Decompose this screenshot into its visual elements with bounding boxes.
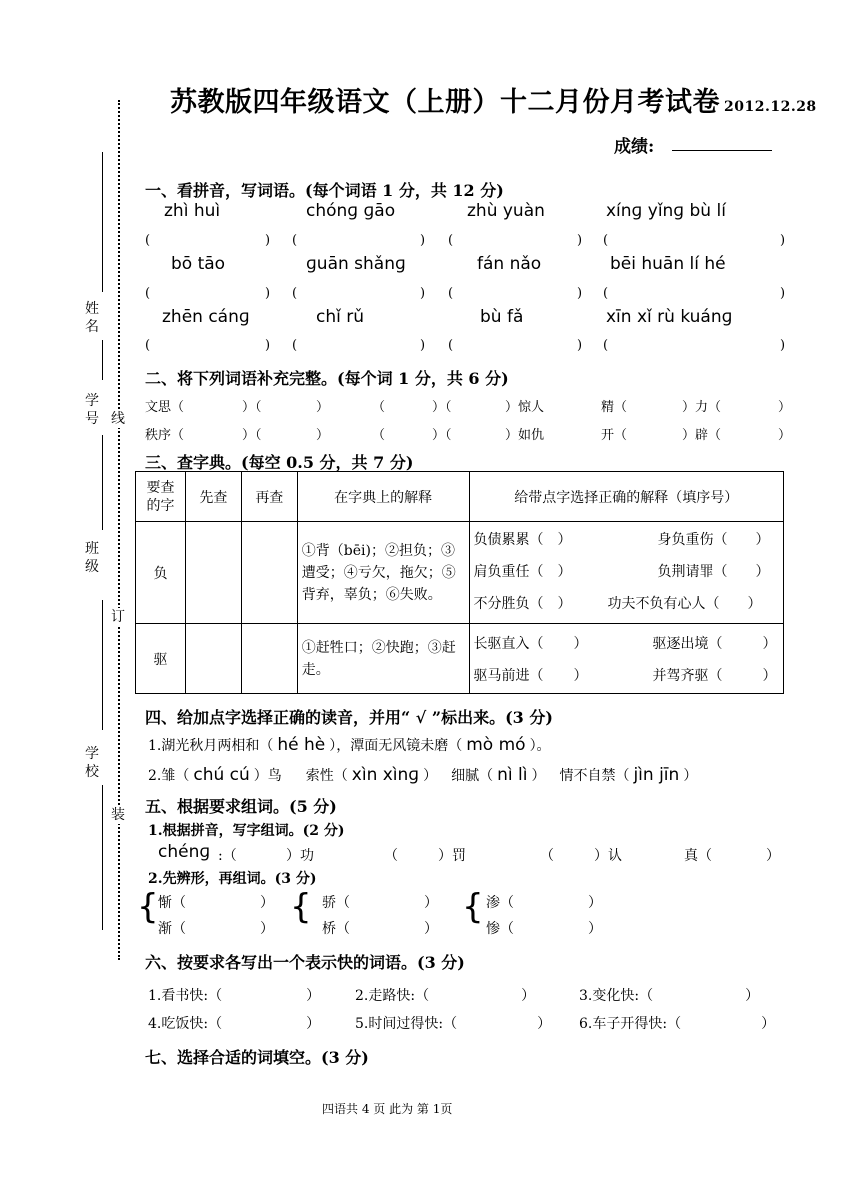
s4-choice-jin[interactable]: jìn jīn [633,765,680,785]
fu-item-4[interactable]: 负荆请罪（ ） [657,563,770,580]
s2-heading: 二、将下列词语补充完整。(每个词 1 分，共 6 分) [145,369,509,388]
pinyin-3-3: bù fǎ [480,307,524,327]
s2-r2-d: （ [372,428,386,443]
th-first: 先查 [185,472,241,522]
number-label: 学号 [85,393,99,427]
s2-r1-h: ）力（ [682,400,722,415]
blank-1-3-open[interactable]: ( [448,233,454,248]
s5-w4a[interactable]: 真（ [684,848,712,864]
pair-2-a[interactable]: 骄（ ） [322,895,438,911]
s5-w3b: ）认 [594,848,622,864]
s1-heading: 一、看拼音，写词语。(每个词语 1 分，共 12 分) [145,181,504,200]
blank-3-1-open[interactable]: ( [145,338,151,353]
s2-r1-i: ） [778,400,792,415]
s2-r2-i: ） [778,428,792,443]
fu-item-5[interactable]: 不分胜负（ ） [473,595,572,612]
s4-choice-ni[interactable]: nì lì [497,765,528,785]
fu-item-6[interactable]: 功夫不负有心人（ ） [607,595,762,612]
blank-2-1-close: ) [265,286,271,301]
pinyin-2-1: bō tāo [171,254,226,274]
th-then: 再查 [241,472,297,522]
s5-sub-1: 1.根据拼音，写字组词。(2 分) [148,823,345,839]
brace-2: { [290,887,312,927]
brace-3: { [462,887,484,927]
s4-heading: 四、给加点字选择正确的读音，并用“ √ ”标出来。(3 分) [145,708,553,727]
qu-item-3[interactable]: 驱马前进（ ） [473,667,588,684]
blank-3-4-close: ) [780,338,786,353]
qu-item-2[interactable]: 驱逐出境（ ） [652,635,777,652]
ding-marker: 订 [111,609,125,625]
score-blank[interactable] [672,150,772,151]
s2-r1-c: ） [316,400,330,415]
char-fu: 负 [136,522,186,624]
blank-2-4-open[interactable]: ( [603,286,609,301]
class-label: 班级 [85,541,99,575]
line-marker: 线 [111,411,125,427]
blank-2-2-open[interactable]: ( [292,286,298,301]
pinyin-1-2: chónɡ ɡāo [306,201,396,221]
qu-first-blank[interactable] [185,624,241,694]
s5-w4b: ） [766,848,780,864]
fu-item-3[interactable]: 肩负重任（ ） [473,563,572,580]
s2-r1-f: ）惊人 [505,400,545,415]
pinyin-3-1: zhēn cánɡ [162,307,250,327]
s4-choice-mo[interactable]: mò mó [466,735,526,755]
exam-title [170,80,817,119]
s5-w1a[interactable]: :（ [218,848,237,864]
th-definition: 在字典上的解释 [297,472,469,522]
blank-1-2-open[interactable]: ( [292,233,298,248]
pair-3-b[interactable]: 惨（ ） [486,921,602,937]
th-choose: 给带点字选择正确的解释（填序号） [469,472,783,522]
fu-item-1[interactable]: 负债累累（ ） [473,531,572,548]
name-label: 姓名 [85,301,99,335]
school-line-bottom [102,785,103,930]
name-line [102,152,103,292]
number-line-top [102,340,103,380]
s4-line-1: 1.湖光秋月两相和（ hé hè ），潭面无风镜未磨（ mò mó ）。 [148,735,551,755]
pinyin-2-3: fán nǎo [477,254,542,274]
s4-line-2: 2.雏（ chú cú ）鸟 索性（ xìn xìnɡ ） 细腻（ nì lì ） 情不自禁（ jìn jīn ） [148,765,698,785]
s4-choice-xing[interactable]: xìn xìnɡ [351,765,420,785]
s6-item-3[interactable]: 3.变化快:（ ） [579,988,760,1004]
pair-1-a[interactable]: 惭（ ） [158,895,274,911]
pinyin-3-4: xīn xǐ rù kuánɡ [606,307,733,327]
s6-item-2[interactable]: 2.走路快:（ ） [355,988,536,1004]
s6-item-6[interactable]: 6.车子开得快:（ ） [579,1016,776,1032]
blank-3-3-open[interactable]: ( [448,338,454,353]
dictionary-table [135,471,784,694]
blank-1-3-close: ) [577,233,583,248]
s5-w2b: ）罚 [438,848,466,864]
blank-2-3-open[interactable]: ( [448,286,454,301]
s2-r1-a: 文思（ [145,400,185,415]
s6-item-1[interactable]: 1.看书快:（ ） [148,988,321,1004]
s6-heading: 六、按要求各写出一个表示快的词语。(3 分) [145,953,465,972]
blank-3-4-open[interactable]: ( [603,338,609,353]
blank-3-3-close: ) [577,338,583,353]
s6-item-4[interactable]: 4.吃饭快:（ ） [148,1016,321,1032]
s2-r1-b: ）（ [242,400,262,415]
blank-1-1-open[interactable]: ( [145,233,151,248]
s5-w1b: ）功 [286,848,314,864]
blank-1-2-close: ) [420,233,426,248]
exam-date: 2012.12.28 [724,99,817,115]
s2-r1-g: 精（ [601,400,628,415]
school-label: 学校 [85,746,99,780]
pinyin-1-3: zhù yuàn [467,201,545,221]
pinyin-2-4: bēi huān lí hé [610,254,726,274]
blank-1-4-open[interactable]: ( [603,233,609,248]
pair-1-b[interactable]: 渐（ ） [158,921,274,937]
fu-item-2[interactable]: 身负重伤（ ） [657,531,770,548]
score-label: 成绩: [614,137,655,157]
school-line [102,600,103,730]
s7-heading: 七、选择合适的词填空。(3 分) [145,1048,369,1067]
blank-1-4-close: ) [780,233,786,248]
brace-1: { [137,887,159,927]
s2-r2-a: 秩序（ [145,428,185,443]
s2-r2-h: ）辟（ [682,428,722,443]
s2-r1-e: ）（ [432,400,452,415]
blank-2-4-close: ) [780,286,786,301]
s2-r1-d: （ [372,400,386,415]
binding-dotted-line [118,100,120,960]
pinyin-1-1: zhì huì [164,201,221,221]
qu-item-4[interactable]: 并驾齐驱（ ） [652,667,777,684]
s5-heading: 五、根据要求组词。(5 分) [145,797,337,816]
blank-2-3-close: ) [577,286,583,301]
th-char: 要查的字 [136,472,186,522]
pinyin-1-4: xínɡ yǐnɡ bù lí [606,201,726,221]
qu-item-1[interactable]: 长驱直入（ ） [473,635,588,652]
pair-2-b[interactable]: 桥（ ） [322,921,438,937]
s5-w2a[interactable]: （ [384,848,398,864]
qu-definition: ①赶牲口；②快跑；③赶走。 [297,624,469,694]
s2-r2-e: ）（ [432,428,452,443]
pinyin-2-2: ɡuān shǎnɡ [306,254,406,274]
s5-pinyin: chénɡ [158,842,211,862]
s4-choice-he[interactable]: hé hè [277,735,326,755]
fu-then-blank[interactable] [241,522,297,624]
s2-r2-c: ） [316,428,330,443]
s2-r2-f: ）如仇 [505,428,545,443]
s4-choice-chu[interactable]: chú cú [193,765,250,785]
fu-definition: ①背（bēi)；②担负；③遭受；④亏欠，拖欠；⑤背弃，辜负；⑥失败。 [297,522,469,624]
blank-2-2-close: ) [420,286,426,301]
s5-w3a[interactable]: （ [540,848,554,864]
qu-then-blank[interactable] [241,624,297,694]
blank-3-2-close: ) [420,338,426,353]
zhuang-marker: 装 [111,807,125,823]
blank-2-1-open[interactable]: ( [145,286,151,301]
pair-3-a[interactable]: 渗（ ） [486,895,602,911]
page-footer: 四语共 4 页 此为 第 1页 [322,1102,453,1116]
s6-item-5[interactable]: 5.时间过得快:（ ） [355,1016,552,1032]
title-text: 苏教版四年级语文（上册）十二月份月考试卷 [170,87,720,118]
fu-first-blank[interactable] [185,522,241,624]
s3-heading: 三、查字典。(每空 0.5 分，共 7 分) [145,453,414,472]
char-qu: 驱 [136,624,186,694]
blank-3-2-open[interactable]: ( [292,338,298,353]
s5-sub-2: 2.先辨形，再组词。(3 分) [148,871,317,887]
pinyin-3-2: chǐ rǔ [316,307,365,327]
blank-3-1-close: ) [265,338,271,353]
s2-r2-g: 开（ [601,428,628,443]
class-line [102,435,103,530]
blank-1-1-close: ) [265,233,271,248]
s2-r2-b: ）（ [242,428,262,443]
